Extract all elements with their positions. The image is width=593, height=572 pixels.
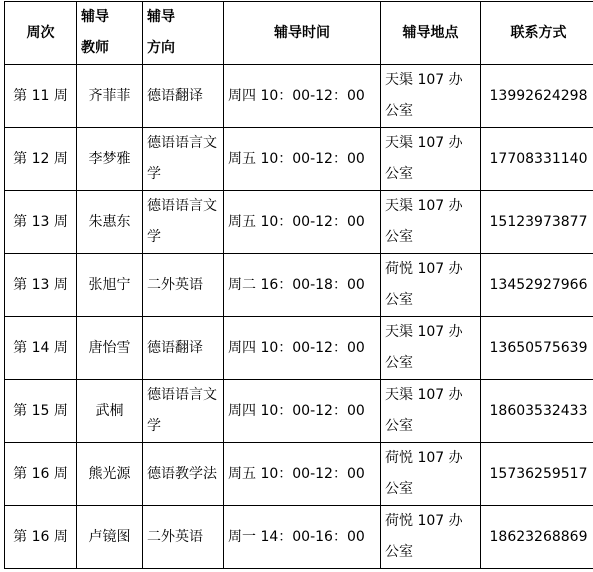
cell-time: 周四 10：00-12：00: [224, 65, 381, 128]
header-direction-line1: 辅导: [147, 9, 175, 25]
table-row: [5, 506, 593, 569]
cell-teacher: 熊光源: [77, 443, 143, 506]
cell-week: 第 15 周: [5, 380, 77, 443]
cell-teacher: 朱惠东: [77, 191, 143, 254]
cell-week: 第 12 周: [5, 128, 77, 191]
header-row: [5, 2, 593, 65]
cell-time: 周四 10：00-12：00: [224, 380, 381, 443]
cell-week: 第 13 周: [5, 191, 77, 254]
cell-contact: 18603532433: [481, 380, 593, 443]
table-row: [5, 443, 593, 506]
cell-contact: 13650575639: [481, 317, 593, 380]
header-direction: [143, 2, 224, 65]
cell-location-text: 天渠 107 办公室: [385, 387, 463, 434]
cell-location: [381, 254, 481, 317]
cell-location-text: 天渠 107 办公室: [385, 72, 463, 119]
tutoring-schedule-table: [4, 1, 593, 569]
cell-week: 第 16 周: [5, 506, 77, 569]
cell-direction: [143, 506, 224, 569]
table-header: [5, 2, 593, 65]
cell-teacher: 唐怡雪: [77, 317, 143, 380]
cell-teacher: 张旭宁: [77, 254, 143, 317]
table-row: [5, 380, 593, 443]
header-week: 周次: [5, 2, 77, 65]
table-row: [5, 65, 593, 128]
cell-contact: 13992624298: [481, 65, 593, 128]
cell-contact: 17708331140: [481, 128, 593, 191]
cell-direction: [143, 380, 224, 443]
cell-teacher: 卢镜图: [77, 506, 143, 569]
cell-time: 周五 10：00-12：00: [224, 128, 381, 191]
cell-direction: [143, 254, 224, 317]
header-teacher-line1: 辅导: [81, 9, 109, 25]
cell-location-text: 荷悦 107 办公室: [385, 261, 463, 308]
cell-contact: 13452927966: [481, 254, 593, 317]
cell-time: 周五 10：00-12：00: [224, 443, 381, 506]
cell-contact: 18623268869: [481, 506, 593, 569]
cell-week: 第 14 周: [5, 317, 77, 380]
cell-time: 周五 10：00-12：00: [224, 191, 381, 254]
cell-location: [381, 317, 481, 380]
cell-week: 第 11 周: [5, 65, 77, 128]
cell-location: [381, 506, 481, 569]
cell-direction: [143, 443, 224, 506]
cell-time: 周四 10：00-12：00: [224, 317, 381, 380]
cell-location-text: 天渠 107 办公室: [385, 324, 463, 371]
cell-direction-text: 德语语言文学: [147, 135, 217, 182]
table-row: [5, 317, 593, 380]
cell-teacher: 齐菲菲: [77, 65, 143, 128]
cell-location-text: 荷悦 107 办公室: [385, 513, 463, 560]
cell-direction-text: 二外英语: [147, 528, 203, 545]
cell-location: [381, 443, 481, 506]
cell-location: [381, 128, 481, 191]
cell-contact: 15123973877: [481, 191, 593, 254]
cell-direction-text: 二外英语: [147, 276, 203, 293]
cell-direction-text: 德语翻译: [147, 339, 203, 356]
cell-direction-text: 德语语言文学: [147, 387, 217, 434]
header-location: 辅导地点: [381, 2, 481, 65]
cell-location-text: 天渠 107 办公室: [385, 135, 463, 182]
cell-location: [381, 380, 481, 443]
cell-location: [381, 191, 481, 254]
cell-location-text: 荷悦 107 办公室: [385, 450, 463, 497]
cell-teacher: 李梦雅: [77, 128, 143, 191]
header-time: 辅导时间: [224, 2, 381, 65]
table-row: [5, 254, 593, 317]
header-contact: 联系方式: [481, 2, 593, 65]
table-body: [5, 65, 593, 569]
cell-week: 第 16 周: [5, 443, 77, 506]
table-row: [5, 128, 593, 191]
cell-direction: [143, 128, 224, 191]
cell-teacher: 武桐: [77, 380, 143, 443]
header-teacher: [77, 2, 143, 65]
cell-direction: [143, 191, 224, 254]
cell-time: 周二 16：00-18：00: [224, 254, 381, 317]
cell-direction-text: 德语语言文学: [147, 198, 217, 245]
cell-location: [381, 65, 481, 128]
cell-week: 第 13 周: [5, 254, 77, 317]
cell-time: 周一 14：00-16：00: [224, 506, 381, 569]
cell-direction-text: 德语翻译: [147, 87, 203, 104]
cell-location-text: 天渠 107 办公室: [385, 198, 463, 245]
cell-direction: [143, 317, 224, 380]
header-direction-line2: 方向: [147, 40, 175, 56]
table-row: [5, 191, 593, 254]
cell-contact: 15736259517: [481, 443, 593, 506]
cell-direction: [143, 65, 224, 128]
header-teacher-line2: 教师: [81, 40, 109, 56]
cell-direction-text: 德语教学法: [147, 465, 217, 482]
